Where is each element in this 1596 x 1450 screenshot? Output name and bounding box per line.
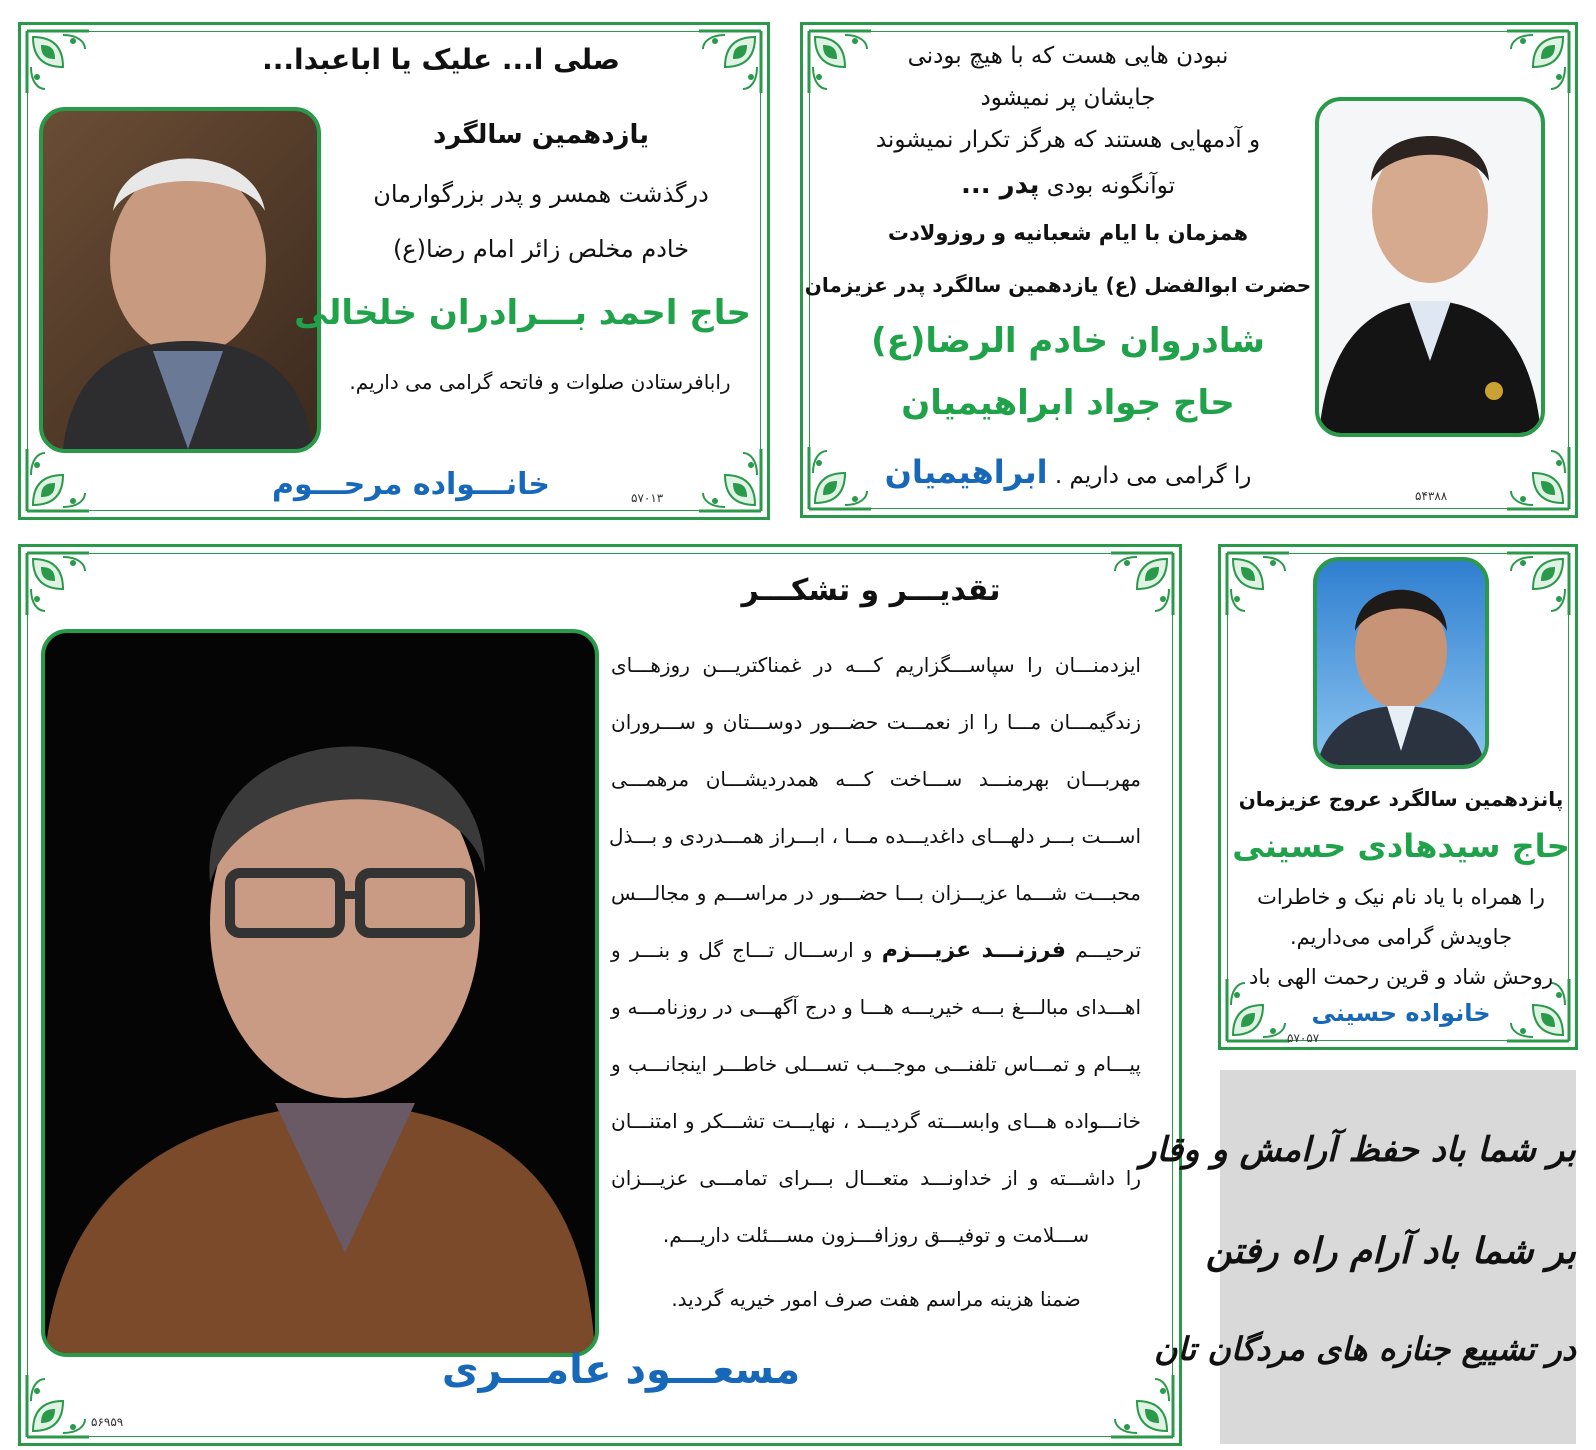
ornament-corner-icon (1223, 549, 1293, 619)
closing-line (823, 453, 1313, 491)
text-line: حضرت ابوالفضل (ع) یازدهمین سالگرد پدر عزیزمان (804, 273, 1312, 297)
body-line: پیـــام و تمـــاس تلفنـــی موجـــب تســـلی خاطـــر اینجانـــب و (611, 1052, 1141, 1076)
body-line: را داشـــته و از خداونـــد متعـــال بـــرای تمامـــی عزیـــزان (611, 1166, 1141, 1190)
portrait-photo (41, 629, 599, 1357)
text-line: خادم مخلص زائر امام رضا(ع) (392, 235, 690, 263)
ornament-corner-icon (1503, 27, 1573, 97)
memorial-card-hosseini (1218, 544, 1578, 1050)
text-line: همزمان با ایام شعبانیه و روزولادت (887, 221, 1249, 245)
body-text: و ارســـال تـــاج گل و بنـــر و (611, 938, 873, 962)
body-line: ضمنا هزینه مراسم هفت صرف امور خیریه گردید. (671, 1287, 1081, 1311)
ad-code: ۵۷۰۱۳ (631, 491, 664, 505)
body-emphasis: فرزنـــد عزیـــزم (881, 938, 1066, 963)
calligraphy-panel (1140, 1070, 1576, 1444)
text-line: پانزدهمین سالگرد عروج عزیزمان (1238, 787, 1564, 811)
ornament-corner-icon (1503, 443, 1573, 513)
memorial-card-khalkhali (18, 22, 770, 520)
signature-name: مسعـــود عامـــری (441, 1347, 801, 1393)
memorial-card-ebrahimian (800, 22, 1578, 518)
body-line: اســـت بـــر دلهـــای داغدیـــده مـــا ، ابـــراز همـــدردی و بـــذل (608, 824, 1141, 848)
body-line (611, 938, 1141, 963)
portrait-photo (1313, 557, 1489, 769)
portrait-photo (1315, 97, 1545, 437)
body-line: خانـــواده هـــای وابســـته گردیـــد ، نهایـــت تشـــکر و امتنـــان (611, 1109, 1141, 1133)
poem-line-emphasis: پدر ... (961, 170, 1040, 200)
text-line: را همراه با یاد نام نیک و خاطرات (1257, 885, 1545, 909)
closing-text: را گرامی می داریم . (1054, 463, 1252, 489)
deceased-name: حاج احمد بـــرادران خلخالی (294, 293, 751, 333)
body-text: ترحیـــم (1075, 938, 1142, 962)
ornament-corner-icon (1503, 549, 1573, 619)
body-line: محبـــت شـــما عزیـــزان بـــا حضـــور در مراســـم و مجالـــس (611, 881, 1141, 905)
ad-code: ۵۶۹۵۹ (91, 1415, 124, 1429)
body-line: ایزدمنـــان را سپاســـگزاریم کـــه در غمناکتریـــن روزهـــای (611, 653, 1141, 677)
calligraphy-line: بر شما باد حفظ آرامش و وقار (1140, 1130, 1576, 1170)
body-line: ســـلامت و توفیـــق روزافـــزون مســـئلت داریـــم. (662, 1223, 1090, 1247)
family-signature: خانواده حسینی (1311, 999, 1491, 1027)
ornament-corner-icon (23, 445, 93, 515)
ornament-corner-icon (23, 27, 93, 97)
deceased-title: شادروان خادم الرضا(ع) (871, 321, 1265, 361)
deceased-name: حاج جواد ابراهیمیان (901, 383, 1235, 423)
body-line: مهربـــان بهرمنـــد ســـاخت کـــه همدردیشـــان مرهمـــی (611, 767, 1141, 791)
text-line: جاویدش گرامی می‌داریم. (1289, 925, 1513, 949)
portrait-photo (39, 107, 321, 453)
ornament-corner-icon (1107, 1371, 1177, 1441)
card-header: صلی ا... علیک یا اباعبدا... (262, 43, 620, 76)
calligraphy-line: در تشییع جنازه های مردگان تان (1154, 1330, 1576, 1368)
ad-code: ۵۷۰۵۷ (1287, 1031, 1320, 1045)
poem-line (823, 170, 1313, 200)
poem-line: جایشان پر نمیشود (980, 85, 1156, 111)
deceased-name: حاج سیدهادی حسینی (1232, 827, 1570, 865)
poem-line-start: توآنگونه بودی (1046, 173, 1175, 199)
text-line: درگذشت همسر و پدر بزرگوارمان (373, 180, 709, 208)
body-line: اهـــدای مبالـــغ بـــه خیریـــه هـــا و درج آگهـــی در روزنامـــه و (611, 995, 1141, 1019)
family-signature: خانـــواده مرحـــوم (272, 467, 550, 502)
ornament-corner-icon (695, 445, 765, 515)
anniversary-label: یازدهمین سالگرد (432, 120, 650, 150)
ornament-corner-icon (23, 1371, 93, 1441)
poem-line: و آدمهایی هستند که هرگز تکرار نمیشوند (875, 127, 1261, 153)
poem-line: نبودن هایی هست که با هیچ بودنی (907, 43, 1229, 69)
text-line: روحش شاد و قرین رحمت الهی باد (1249, 965, 1553, 989)
thank-you-card-ameri (18, 544, 1182, 1446)
body-line: زندگیمـــان مـــا را از نعمـــت حضـــور دوســـتان و ســـروران (611, 710, 1141, 734)
family-signature: ابراهیمیان (884, 453, 1048, 491)
ad-code: ۵۴۳۸۸ (1415, 489, 1448, 503)
calligraphy-line: بر شما باد آرام راه رفتن (1205, 1230, 1576, 1272)
card-header: تقدیـــر و تشکـــر (741, 573, 1001, 608)
ornament-corner-icon (23, 549, 93, 619)
text-line: رابافرستادن صلوات و فاتحه گرامی می داریم. (349, 370, 731, 394)
